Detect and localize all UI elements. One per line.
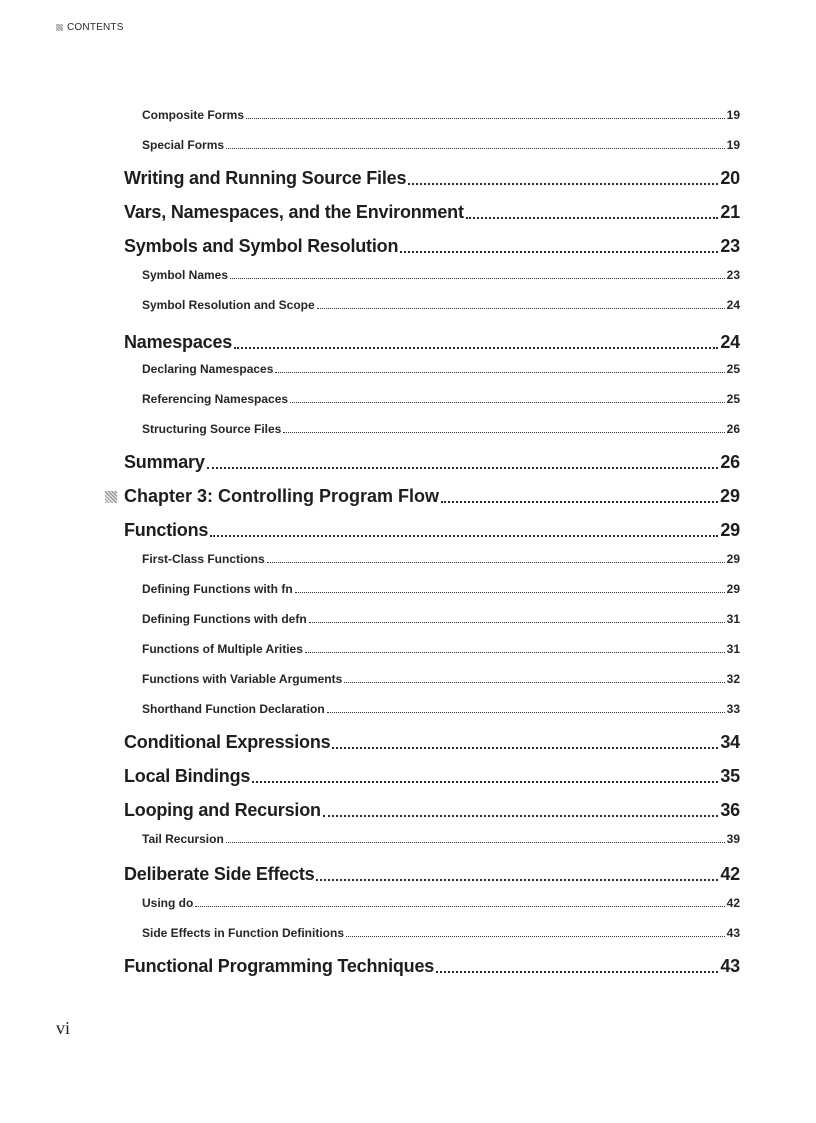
toc-section-entry[interactable] xyxy=(124,202,740,223)
toc-dot-leader xyxy=(323,815,719,817)
toc-entry-title: Local Bindings xyxy=(124,766,251,786)
toc-entry-title: Special Forms xyxy=(142,138,225,152)
toc-section-entry[interactable] xyxy=(124,520,740,541)
toc-dot-leader xyxy=(210,535,718,537)
toc-entry-title: Composite Forms xyxy=(142,108,245,122)
toc-subsection-entry[interactable] xyxy=(142,108,740,122)
toc-subsection-entry[interactable] xyxy=(142,612,740,626)
toc-dot-leader xyxy=(252,781,718,783)
toc-dot-leader xyxy=(226,148,725,149)
toc-dot-leader xyxy=(295,592,725,593)
toc-dot-leader xyxy=(332,747,718,749)
toc-entry-title: Shorthand Function Declaration xyxy=(142,702,325,716)
toc-entry-title: Functions with Variable Arguments xyxy=(142,672,343,686)
toc-entry-title: Writing and Running Source Files xyxy=(124,168,407,188)
toc-entry-title: Symbol Names xyxy=(142,268,229,282)
toc-dot-leader xyxy=(309,622,725,623)
toc-entry-title: Structuring Source Files xyxy=(142,422,282,436)
toc-dot-leader xyxy=(441,501,718,503)
toc-subsection-entry[interactable] xyxy=(142,392,740,406)
toc-section-entry[interactable] xyxy=(124,732,740,753)
toc-dot-leader xyxy=(230,278,725,279)
running-header xyxy=(56,22,124,33)
header-marker-icon xyxy=(56,24,63,31)
toc-entry-page: 42 xyxy=(720,864,740,884)
toc-dot-leader xyxy=(234,347,718,349)
toc-entry-title: Functions xyxy=(124,520,209,540)
toc-section-entry[interactable] xyxy=(124,864,740,885)
toc-entry-title: Conditional Expressions xyxy=(124,732,331,752)
toc-entry-page: 33 xyxy=(726,702,740,716)
toc-entry-title: Chapter 3: Controlling Program Flow xyxy=(124,486,440,506)
toc-dot-leader xyxy=(327,712,725,713)
toc-section-entry[interactable] xyxy=(124,236,740,257)
toc-entry-title: Symbols and Symbol Resolution xyxy=(124,236,399,256)
toc-entry-title: Declaring Namespaces xyxy=(142,362,274,376)
toc-entry-page: 25 xyxy=(726,362,740,376)
toc-subsection-entry[interactable] xyxy=(142,832,740,846)
toc-dot-leader xyxy=(226,842,725,843)
toc-entry-page: 19 xyxy=(726,108,740,122)
toc-entry-title: Functional Programming Techniques xyxy=(124,956,435,976)
toc-subsection-entry[interactable] xyxy=(142,298,740,312)
toc-section-entry[interactable] xyxy=(124,956,740,977)
toc-dot-leader xyxy=(275,372,724,373)
toc-subsection-entry[interactable] xyxy=(142,672,740,686)
toc-entry-page: 29 xyxy=(719,486,740,506)
toc-entry-page: 35 xyxy=(720,766,740,786)
toc-dot-leader xyxy=(466,217,719,219)
toc-entry-page: 19 xyxy=(726,138,740,152)
toc-dot-leader xyxy=(436,971,718,973)
toc-entry-title: Using do xyxy=(142,896,194,910)
toc-entry-page: 29 xyxy=(720,520,740,540)
toc-entry-title: Tail Recursion xyxy=(142,832,224,846)
toc-entry-title: Vars, Namespaces, and the Environment xyxy=(124,202,464,222)
toc-entry-page: 23 xyxy=(726,268,740,282)
toc-subsection-entry[interactable] xyxy=(142,422,740,436)
toc-entry-page: 42 xyxy=(726,896,740,910)
toc-subsection-entry[interactable] xyxy=(142,138,740,152)
toc-entry-page: 24 xyxy=(720,332,740,352)
toc-subsection-entry[interactable] xyxy=(142,642,740,656)
toc-entry-title: Defining Functions with fn xyxy=(142,582,293,596)
toc-section-entry[interactable] xyxy=(124,452,740,473)
toc-entry-page: 24 xyxy=(726,298,740,312)
toc-entry-title: Deliberate Side Effects xyxy=(124,864,315,884)
toc-entry-title: Referencing Namespaces xyxy=(142,392,289,406)
header-label: CONTENTS xyxy=(67,22,124,33)
toc-entry-title: Functions of Multiple Arities xyxy=(142,642,303,656)
toc-entry-page: 23 xyxy=(720,236,740,256)
toc-dot-leader xyxy=(195,906,724,907)
toc-entry-title: Symbol Resolution and Scope xyxy=(142,298,315,312)
toc-entry-title: Namespaces xyxy=(124,332,233,352)
toc-dot-leader xyxy=(305,652,725,653)
toc-dot-leader xyxy=(408,183,718,185)
toc-dot-leader xyxy=(283,432,724,433)
toc-dot-leader xyxy=(400,251,718,253)
toc-subsection-entry[interactable] xyxy=(142,926,740,940)
toc-dot-leader xyxy=(344,682,724,683)
toc-chapter-entry[interactable] xyxy=(124,486,740,507)
toc-entry-page: 25 xyxy=(726,392,740,406)
toc-entry-title: Side Effects in Function Definitions xyxy=(142,926,345,940)
toc-subsection-entry[interactable] xyxy=(142,268,740,282)
toc-entry-page: 21 xyxy=(720,202,740,222)
toc-entry-page: 36 xyxy=(720,800,740,820)
toc-section-entry[interactable] xyxy=(124,332,740,353)
toc-dot-leader xyxy=(246,118,725,119)
page-number: vi xyxy=(56,1018,71,1038)
toc-dot-leader xyxy=(207,467,719,469)
toc-entry-title: Looping and Recursion xyxy=(124,800,321,820)
toc-entry-page: 29 xyxy=(726,582,740,596)
toc-section-entry[interactable] xyxy=(124,800,740,821)
toc-section-entry[interactable] xyxy=(124,766,740,787)
toc-dot-leader xyxy=(346,936,725,937)
toc-entry-page: 26 xyxy=(720,452,740,472)
toc-entry-page: 31 xyxy=(726,642,740,656)
toc-entry-page: 26 xyxy=(726,422,740,436)
toc-entry-page: 29 xyxy=(726,552,740,566)
toc-entry-page: 20 xyxy=(720,168,740,188)
toc-entry-title: Summary xyxy=(124,452,205,472)
toc-dot-leader xyxy=(317,308,725,309)
toc-entry-page: 32 xyxy=(726,672,740,686)
toc-section-entry[interactable] xyxy=(124,168,740,189)
toc-dot-leader xyxy=(267,562,725,563)
toc-subsection-entry[interactable] xyxy=(142,702,740,716)
toc-subsection-entry[interactable] xyxy=(142,582,740,596)
toc-subsection-entry[interactable] xyxy=(142,896,740,910)
toc-subsection-entry[interactable] xyxy=(142,552,740,566)
toc-subsection-entry[interactable] xyxy=(142,362,740,376)
toc-entry-title: Defining Functions with defn xyxy=(142,612,307,626)
toc-entry-page: 34 xyxy=(720,732,740,752)
toc-dot-leader xyxy=(290,402,725,403)
toc-entry-title: First-Class Functions xyxy=(142,552,265,566)
toc-entry-page: 39 xyxy=(726,832,740,846)
toc-entry-page: 43 xyxy=(720,956,740,976)
toc-entry-page: 31 xyxy=(726,612,740,626)
toc-dot-leader xyxy=(316,879,718,881)
toc-entry-page: 43 xyxy=(726,926,740,940)
chapter-marker-icon xyxy=(105,491,117,503)
